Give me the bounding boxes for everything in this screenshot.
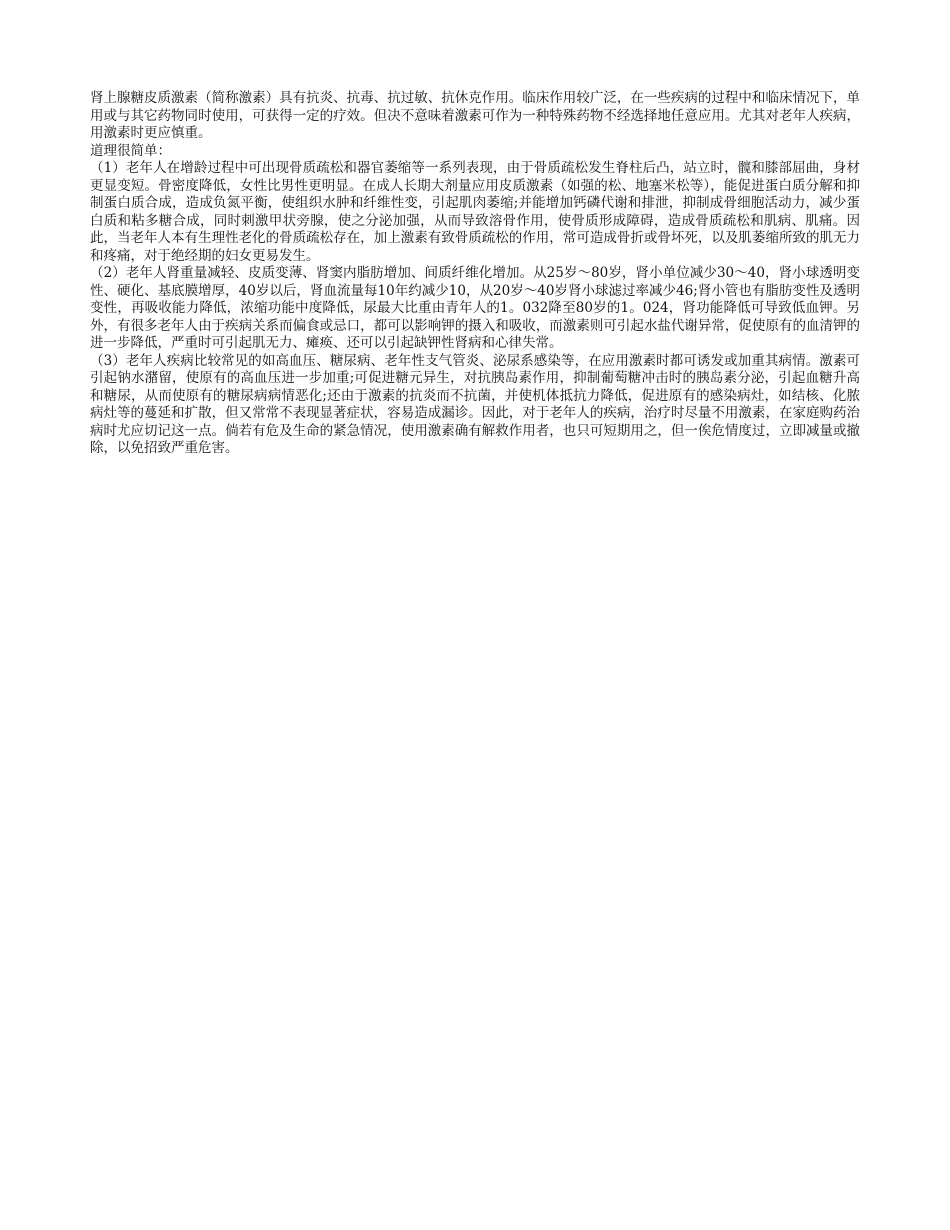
point-1-paragraph: （1）老年人在增龄过程中可出现骨质疏松和器官萎缩等一系列表现，由于骨质疏松发生脊柱后凸，站立时，髋和膝部屈曲，身材更显变短。骨密度降低，女性比男性更明显。在成人长期大剂量应用皮质激素（如强的松、地塞米松等），能促进蛋白质分解和抑制蛋白质合成，造成负氮平衡，使组织水肿和纤维性变，引起肌肉萎缩;并能增加钙磷代谢和排泄，抑制成骨细胞活动力，减少蛋白质和粘多糖合成，同时刺激甲状旁腺，使之分泌加强，从而导致溶骨作用，使骨质形成障碍，造成骨质疏松和肌病、肌痛。因此，当老年人本有生理性老化的骨质疏松存在，加上激素有致骨质疏松的作用，常可造成骨折或骨坏死，以及肌萎缩所致的肌无力和疼痛，对于绝经期的妇女更易发生。 bbox=[90, 160, 860, 264]
document-page bbox=[90, 90, 860, 458]
point-3-paragraph: （3）老年人疾病比较常见的如高血压、糖尿病、老年性支气管炎、泌尿系感染等，在应用激素时都可诱发或加重其病情。激素可引起钠水潴留，使原有的高血压进一步加重;可促进糖元异生，对抗胰岛素作用，抑制葡萄糖冲击时的胰岛素分泌，引起血糖升高和糖尿，从而使原有的糖尿病病情恶化;还由于激素的抗炎而不抗菌，并使机体抵抗力降低，促进原有的感染病灶，如结核、化脓病灶等的蔓延和扩散，但又常常不表现显著症状，容易造成漏诊。因此，对于老年人的疾病，治疗时尽量不用激素，在家庭购药治病时尤应切记这一点。倘若有危及生命的紧急情况，使用激素确有解救作用者，也只可短期用之，但一俟危情度过，立即减量或撤除，以免招致严重危害。 bbox=[90, 352, 860, 456]
intro-paragraph: 肾上腺糖皮质激素（简称激素）具有抗炎、抗毒、抗过敏、抗休克作用。临床作用较广泛，在一些疾病的过程中和临床情况下，单用或与其它药物同时使用，可获得一定的疗效。但决不意味着激素可作为一种特殊药物不经选择地任意应用。尤其对老年人疾病，用激素时更应慎重。 bbox=[90, 90, 860, 141]
point-2-paragraph: （2）老年人肾重量减轻、皮质变薄、肾窦内脂肪增加、间质纤维化增加。从25岁～80岁，肾小单位减少30～40，肾小球透明变性、硬化、基底膜增厚，40岁以后，肾血流量每10年约减少10，从20岁～40岁肾小球滤过率减少46;肾小管也有脂肪变性及透明变性，再吸收能力降低，浓缩功能中度降低，尿最大比重由青年人的1。032降至80岁的1。024，肾功能降低可导致低血钾。另外，有很多老年人由于疾病关系而偏食或忌口，都可以影响钾的摄入和吸收，而激素则可引起水盐代谢异常，促使原有的血清钾的进一步降低，严重时可引起肌无力、瘫痪、还可以引起缺钾性肾病和心律失常。 bbox=[90, 265, 860, 351]
reason-heading: 道理很简单： bbox=[90, 142, 171, 159]
